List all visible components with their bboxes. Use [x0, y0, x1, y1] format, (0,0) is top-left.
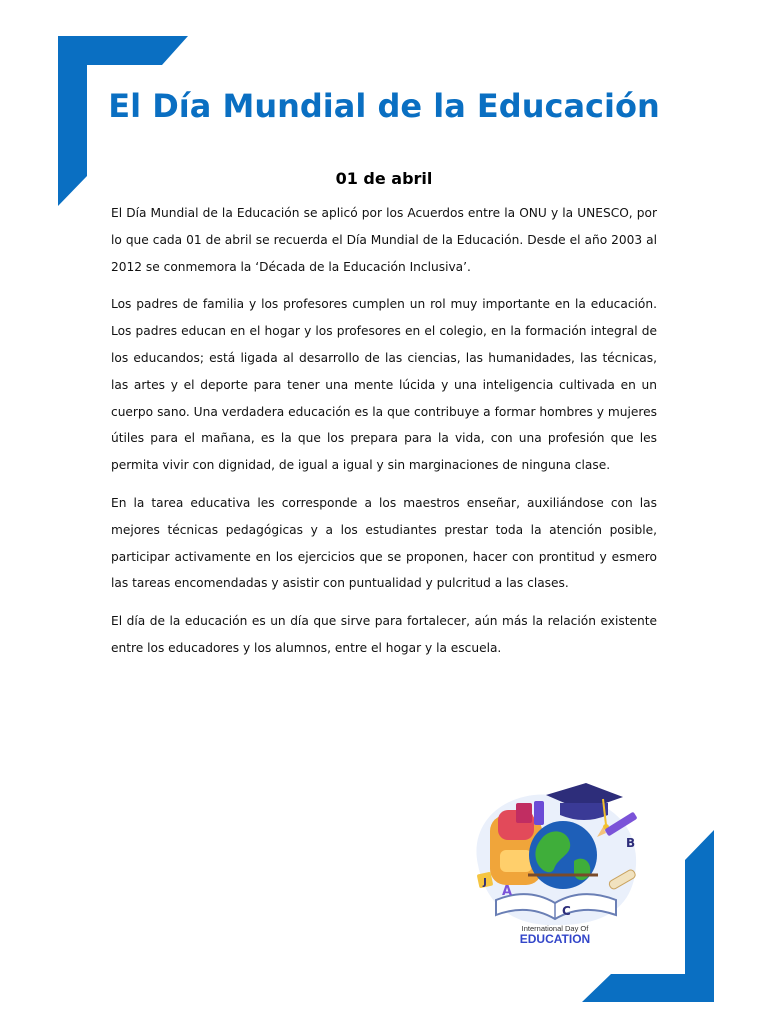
education-illustration-svg — [458, 765, 653, 955]
illustration-caption-main: EDUCATION — [519, 932, 591, 946]
page-subtitle: 01 de abril — [335, 169, 433, 188]
paragraph: En la tarea educativa les corresponde a los maestros enseñar, auxiliándose con las mejores técnicas pedagógicas y a los estudiantes prestar toda la atención posible, participar activamente en los ejercicios que se proponen, hacer con prontitud y esmero las tareas encomendadas y asistir con puntualidad y pulcritud a las clases. — [111, 495, 657, 591]
letter-c-icon: C — [562, 904, 571, 918]
paragraph: El día de la educación es un día que sirve para fortalecer, aún más la relación existente entre los educadores y los alumnos, entre el hogar y la escuela. — [111, 614, 657, 655]
letter-a-icon: A — [502, 884, 513, 899]
paragraph: Los padres de familia y los profesores cumplen un rol muy importante en la educación. Los padres educan en el hogar y los profesores en el colegio, en la formación integral de los educandos; está ligada al desarrollo de las ciencias, las humanidades, las técnicas, las artes y el deporte para tener una mente lúcida y una inteligencia cultivada en un cuerpo sano. Una verdadera educación es la que contribuye a formar hombres y mujeres útiles para el mañana, es la que los prepara para la vida, con una profesión que les permita vivir con dignidad, de igual a igual y sin marginaciones de ninguna clase. — [111, 297, 657, 473]
paragraph: El Día Mundial de la Educación se aplicó por los Acuerdos entre la ONU y la UNESCO, por lo que cada 01 de abril se recuerda el Día Mundial de la Educación. Desde el año 2003 al 2012 se conmemora la ‘Década de la Educación Inclusiva’. — [111, 206, 657, 274]
illustration-caption-top: International Day Of — [521, 924, 589, 933]
page-title: El Día Mundial de la Educación — [108, 87, 660, 125]
article-body — [111, 200, 657, 673]
letter-b-icon: B — [626, 836, 636, 850]
education-day-illustration — [458, 765, 653, 955]
svg-text:J: J — [483, 877, 487, 888]
letter-block-a-icon — [477, 872, 494, 889]
